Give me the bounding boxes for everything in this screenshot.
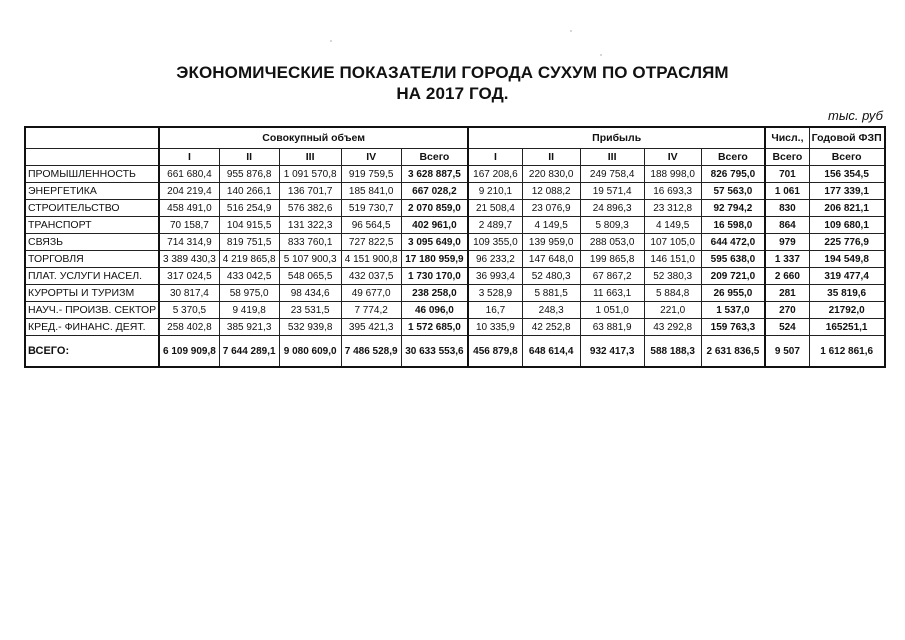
profit-q4-cell: 188 998,0 [644, 166, 701, 183]
profit-total-cell: 16 598,0 [701, 217, 765, 234]
fzp-cell: 35 819,6 [809, 285, 884, 302]
count-cell: 270 [765, 302, 809, 319]
profit-q1-cell: 2 489,7 [468, 217, 522, 234]
volume-q3-cell: 9 080 609,0 [279, 336, 341, 368]
title-line-2: НА 2017 ГОД. [396, 84, 509, 103]
count-cell: 864 [765, 217, 809, 234]
profit-q1-cell: 456 879,8 [468, 336, 522, 368]
profit-total-cell: 159 763,3 [701, 319, 765, 336]
industry-name: ТРАНСПОРТ [25, 217, 159, 234]
profit-q2-cell: 52 480,3 [522, 268, 580, 285]
volume-total-cell: 238 258,0 [401, 285, 468, 302]
fzp-cell: 1 612 861,6 [809, 336, 884, 368]
fzp-cell: 206 821,1 [809, 200, 884, 217]
volume-q4-cell: 432 037,5 [341, 268, 401, 285]
scan-speck [330, 40, 332, 42]
volume-q4-cell: 96 564,5 [341, 217, 401, 234]
profit-q2-cell: 5 881,5 [522, 285, 580, 302]
industry-name: СВЯЗЬ [25, 234, 159, 251]
table-body [25, 166, 885, 368]
profit-total-cell: 209 721,0 [701, 268, 765, 285]
table-row [25, 166, 885, 183]
volume-q2-cell: 104 915,5 [219, 217, 279, 234]
volume-q3-cell: 136 701,7 [279, 183, 341, 200]
profit-total-cell: 57 563,0 [701, 183, 765, 200]
industry-name: ПРОМЫШЛЕННОСТЬ [25, 166, 159, 183]
count-cell: 1 337 [765, 251, 809, 268]
volume-total-cell: 46 096,0 [401, 302, 468, 319]
profit-q2-cell: 248,3 [522, 302, 580, 319]
header-profit-q2: II [522, 149, 580, 166]
count-cell: 701 [765, 166, 809, 183]
table-row [25, 268, 885, 285]
header-row-groups [25, 127, 885, 149]
volume-q2-cell: 9 419,8 [219, 302, 279, 319]
volume-q2-cell: 516 254,9 [219, 200, 279, 217]
table-row [25, 183, 885, 200]
header-corner [25, 127, 159, 149]
volume-q2-cell: 58 975,0 [219, 285, 279, 302]
profit-q4-cell: 4 149,5 [644, 217, 701, 234]
volume-total-cell: 667 028,2 [401, 183, 468, 200]
profit-total-cell: 826 795,0 [701, 166, 765, 183]
volume-q3-cell: 5 107 900,3 [279, 251, 341, 268]
volume-q1-cell: 5 370,5 [159, 302, 219, 319]
profit-q4-cell: 43 292,8 [644, 319, 701, 336]
header-volume: Совокупный объем [159, 127, 468, 149]
header-volume-q1: I [159, 149, 219, 166]
volume-q4-cell: 4 151 900,8 [341, 251, 401, 268]
profit-total-cell: 26 955,0 [701, 285, 765, 302]
count-cell: 524 [765, 319, 809, 336]
profit-q3-cell: 19 571,4 [580, 183, 644, 200]
table-row [25, 251, 885, 268]
profit-q3-cell: 932 417,3 [580, 336, 644, 368]
volume-q3-cell: 98 434,6 [279, 285, 341, 302]
header-volume-q3: III [279, 149, 341, 166]
profit-q2-cell: 23 076,9 [522, 200, 580, 217]
profit-q4-cell: 52 380,3 [644, 268, 701, 285]
profit-q2-cell: 12 088,2 [522, 183, 580, 200]
industry-name: СТРОИТЕЛЬСТВО [25, 200, 159, 217]
profit-q3-cell: 24 896,3 [580, 200, 644, 217]
profit-q3-cell: 63 881,9 [580, 319, 644, 336]
volume-q2-cell: 4 219 865,8 [219, 251, 279, 268]
header-fzp-total: Всего [809, 149, 884, 166]
profit-q2-cell: 42 252,8 [522, 319, 580, 336]
volume-q3-cell: 1 091 570,8 [279, 166, 341, 183]
profit-q1-cell: 167 208,6 [468, 166, 522, 183]
volume-q1-cell: 661 680,4 [159, 166, 219, 183]
profit-q1-cell: 96 233,2 [468, 251, 522, 268]
profit-total-cell: 1 537,0 [701, 302, 765, 319]
table-row [25, 217, 885, 234]
profit-q3-cell: 288 053,0 [580, 234, 644, 251]
volume-total-cell: 1 572 685,0 [401, 319, 468, 336]
volume-q1-cell: 204 219,4 [159, 183, 219, 200]
total-row [25, 336, 885, 368]
profit-q2-cell: 220 830,0 [522, 166, 580, 183]
profit-q2-cell: 147 648,0 [522, 251, 580, 268]
fzp-cell: 194 549,8 [809, 251, 884, 268]
count-cell: 281 [765, 285, 809, 302]
fzp-cell: 319 477,4 [809, 268, 884, 285]
header-profit-q4: IV [644, 149, 701, 166]
table-row [25, 302, 885, 319]
profit-q2-cell: 139 959,0 [522, 234, 580, 251]
volume-q4-cell: 519 730,7 [341, 200, 401, 217]
volume-q1-cell: 317 024,5 [159, 268, 219, 285]
volume-q3-cell: 532 939,8 [279, 319, 341, 336]
profit-q3-cell: 11 663,1 [580, 285, 644, 302]
industry-name: ПЛАТ. УСЛУГИ НАСЕЛ. [25, 268, 159, 285]
profit-q3-cell: 67 867,2 [580, 268, 644, 285]
volume-q4-cell: 7 774,2 [341, 302, 401, 319]
profit-total-cell: 92 794,2 [701, 200, 765, 217]
volume-q3-cell: 131 322,3 [279, 217, 341, 234]
volume-q4-cell: 919 759,5 [341, 166, 401, 183]
header-volume-q4: IV [341, 149, 401, 166]
volume-q1-cell: 714 314,9 [159, 234, 219, 251]
profit-q3-cell: 1 051,0 [580, 302, 644, 319]
profit-q4-cell: 5 884,8 [644, 285, 701, 302]
unit-label: тыс. руб [827, 108, 883, 123]
header-profit-total: Всего [701, 149, 765, 166]
economic-indicators-table [24, 126, 886, 368]
profit-q4-cell: 107 105,0 [644, 234, 701, 251]
profit-q3-cell: 249 758,4 [580, 166, 644, 183]
count-cell: 1 061 [765, 183, 809, 200]
industry-name: ТОРГОВЛЯ [25, 251, 159, 268]
profit-q1-cell: 21 508,4 [468, 200, 522, 217]
header-profit-q3: III [580, 149, 644, 166]
header-count-total: Всего [765, 149, 809, 166]
fzp-cell: 225 776,9 [809, 234, 884, 251]
volume-q1-cell: 458 491,0 [159, 200, 219, 217]
header-corner-2 [25, 149, 159, 166]
industry-name: ЭНЕРГЕТИКА [25, 183, 159, 200]
header-fzp: Годовой ФЗП [809, 127, 884, 149]
profit-q1-cell: 16,7 [468, 302, 522, 319]
volume-q1-cell: 30 817,4 [159, 285, 219, 302]
volume-q4-cell: 395 421,3 [341, 319, 401, 336]
table-row [25, 234, 885, 251]
header-row-quarters [25, 149, 885, 166]
count-cell: 830 [765, 200, 809, 217]
fzp-cell: 177 339,1 [809, 183, 884, 200]
volume-total-cell: 1 730 170,0 [401, 268, 468, 285]
fzp-cell: 165251,1 [809, 319, 884, 336]
table-row [25, 319, 885, 336]
profit-total-cell: 644 472,0 [701, 234, 765, 251]
document-title [0, 62, 905, 104]
scan-speck [600, 54, 602, 56]
profit-q3-cell: 5 809,3 [580, 217, 644, 234]
table-row [25, 200, 885, 217]
volume-q4-cell: 49 677,0 [341, 285, 401, 302]
volume-q2-cell: 140 266,1 [219, 183, 279, 200]
fzp-cell: 156 354,5 [809, 166, 884, 183]
fzp-cell: 109 680,1 [809, 217, 884, 234]
volume-q1-cell: 3 389 430,3 [159, 251, 219, 268]
industry-name: НАУЧ.- ПРОИЗВ. СЕКТОР [25, 302, 159, 319]
industry-name: КРЕД.- ФИНАНС. ДЕЯТ. [25, 319, 159, 336]
fzp-cell: 21792,0 [809, 302, 884, 319]
volume-q2-cell: 955 876,8 [219, 166, 279, 183]
volume-q2-cell: 385 921,3 [219, 319, 279, 336]
profit-q4-cell: 221,0 [644, 302, 701, 319]
profit-q4-cell: 588 188,3 [644, 336, 701, 368]
profit-total-cell: 2 631 836,5 [701, 336, 765, 368]
volume-q1-cell: 6 109 909,8 [159, 336, 219, 368]
volume-q4-cell: 185 841,0 [341, 183, 401, 200]
volume-q4-cell: 7 486 528,9 [341, 336, 401, 368]
volume-q1-cell: 258 402,8 [159, 319, 219, 336]
title-line-1: ЭКОНОМИЧЕСКИЕ ПОКАЗАТЕЛИ ГОРОДА СУХУМ ПО ОТРАСЛЯМ [176, 63, 729, 82]
volume-q3-cell: 23 531,5 [279, 302, 341, 319]
profit-q1-cell: 9 210,1 [468, 183, 522, 200]
profit-total-cell: 595 638,0 [701, 251, 765, 268]
profit-q1-cell: 36 993,4 [468, 268, 522, 285]
count-cell: 979 [765, 234, 809, 251]
volume-total-cell: 17 180 959,9 [401, 251, 468, 268]
profit-q1-cell: 10 335,9 [468, 319, 522, 336]
volume-total-cell: 3 095 649,0 [401, 234, 468, 251]
profit-q4-cell: 16 693,3 [644, 183, 701, 200]
profit-q4-cell: 23 312,8 [644, 200, 701, 217]
volume-total-cell: 2 070 859,0 [401, 200, 468, 217]
profit-q1-cell: 3 528,9 [468, 285, 522, 302]
header-volume-q2: II [219, 149, 279, 166]
header-profit: Прибыль [468, 127, 765, 149]
volume-q2-cell: 7 644 289,1 [219, 336, 279, 368]
profit-q2-cell: 4 149,5 [522, 217, 580, 234]
header-count: Числ., [765, 127, 809, 149]
volume-total-cell: 3 628 887,5 [401, 166, 468, 183]
profit-q2-cell: 648 614,4 [522, 336, 580, 368]
header-profit-q1: I [468, 149, 522, 166]
profit-q3-cell: 199 865,8 [580, 251, 644, 268]
profit-q4-cell: 146 151,0 [644, 251, 701, 268]
volume-q1-cell: 70 158,7 [159, 217, 219, 234]
header-volume-total: Всего [401, 149, 468, 166]
volume-total-cell: 402 961,0 [401, 217, 468, 234]
table-row [25, 285, 885, 302]
volume-q2-cell: 433 042,5 [219, 268, 279, 285]
count-cell: 2 660 [765, 268, 809, 285]
volume-total-cell: 30 633 553,6 [401, 336, 468, 368]
industry-name: КУРОРТЫ И ТУРИЗМ [25, 285, 159, 302]
volume-q3-cell: 576 382,6 [279, 200, 341, 217]
industry-name: ВСЕГО: [25, 336, 159, 368]
volume-q4-cell: 727 822,5 [341, 234, 401, 251]
volume-q3-cell: 833 760,1 [279, 234, 341, 251]
scan-speck [570, 30, 572, 32]
profit-q1-cell: 109 355,0 [468, 234, 522, 251]
volume-q3-cell: 548 065,5 [279, 268, 341, 285]
count-cell: 9 507 [765, 336, 809, 368]
volume-q2-cell: 819 751,5 [219, 234, 279, 251]
